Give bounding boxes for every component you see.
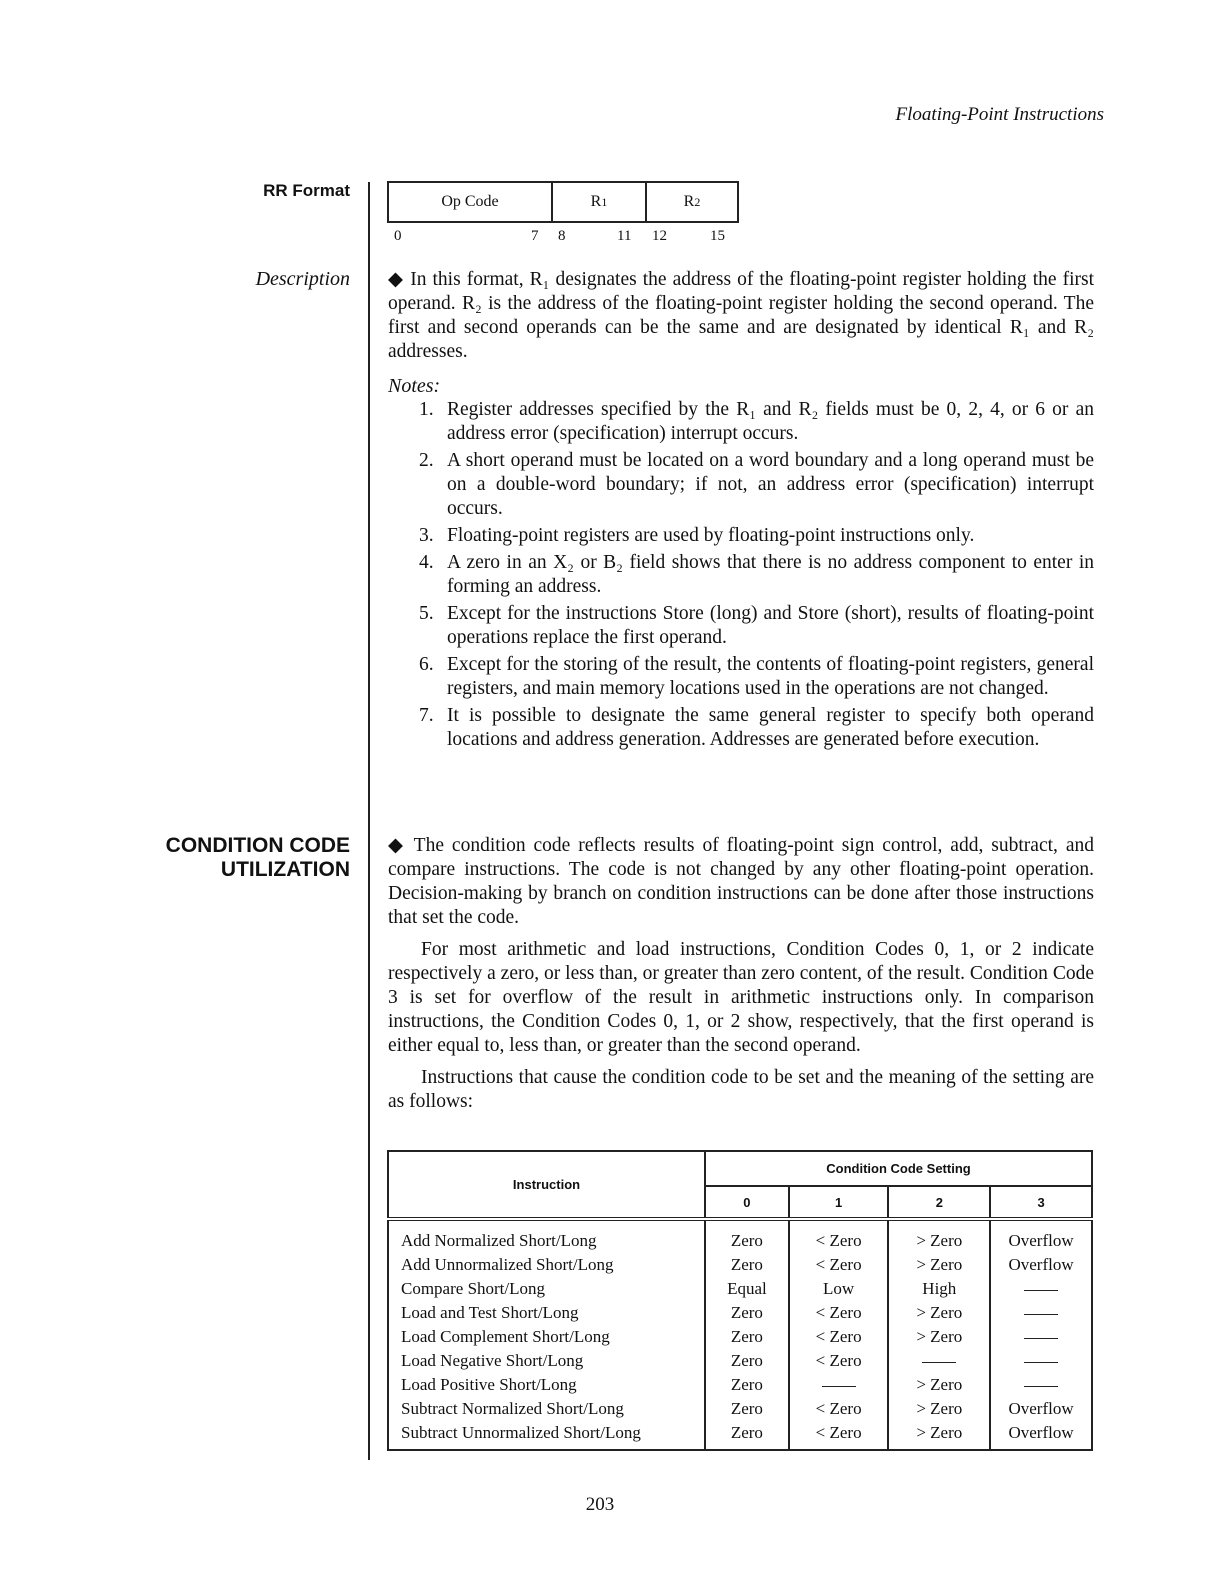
bit-number: 8 bbox=[558, 228, 566, 244]
table-row bbox=[388, 1277, 1092, 1301]
cc-paragraph-1: ◆ The condition code reflects results of floating-point sign control, add, subtract, and compare instructions. The code is not changed by any other floating-point operation. Decision-making by branch on condition instructions can be done after those instructions that set the code. bbox=[388, 835, 1094, 928]
note-item: 3. Floating-point registers are used by floating-point instructions only. bbox=[419, 525, 975, 546]
dash-mark bbox=[1024, 1314, 1058, 1315]
code-0-cell: Zero bbox=[705, 1397, 789, 1421]
condition-code-setting-header: Condition Code Setting bbox=[705, 1151, 1092, 1186]
table-row bbox=[388, 1373, 1092, 1397]
instruction-cell: Load and Test Short/Long bbox=[388, 1301, 705, 1325]
bit-number: 15 bbox=[710, 228, 725, 244]
instruction-cell: Add Normalized Short/Long bbox=[388, 1219, 705, 1253]
code-3-cell: Overflow bbox=[990, 1397, 1092, 1421]
instruction-cell: Subtract Normalized Short/Long bbox=[388, 1397, 705, 1421]
code-3-cell bbox=[990, 1277, 1092, 1301]
table-row bbox=[388, 1219, 1092, 1253]
code-2-cell: > Zero bbox=[888, 1373, 990, 1397]
code-2-cell bbox=[888, 1349, 990, 1373]
table-row bbox=[388, 1397, 1092, 1421]
r1-field: R 1 bbox=[553, 183, 647, 221]
condition-code-label-line2: UTILIZATION bbox=[220, 858, 350, 881]
code-1-cell bbox=[789, 1373, 889, 1397]
dash-mark bbox=[822, 1386, 856, 1387]
code-1-cell: < Zero bbox=[789, 1421, 889, 1450]
code-1-cell: < Zero bbox=[789, 1301, 889, 1325]
code-1-cell: < Zero bbox=[789, 1253, 889, 1277]
table-row bbox=[388, 1253, 1092, 1277]
instruction-cell: Compare Short/Long bbox=[388, 1277, 705, 1301]
description-label: Description bbox=[255, 268, 350, 290]
code-3-cell bbox=[990, 1349, 1092, 1373]
rr-format-diagram bbox=[387, 181, 739, 223]
page-number: 203 bbox=[585, 1494, 615, 1515]
description-section bbox=[388, 268, 1094, 755]
code-3-cell bbox=[990, 1301, 1092, 1325]
code-0-header: 0 bbox=[705, 1186, 789, 1219]
notes-list bbox=[388, 398, 1094, 752]
note-item: 6. Except for the storing of the result, the contents of floating-point registers, general registers, and main memory locations used in the operations are not changed. bbox=[419, 654, 1094, 699]
bit-number: 11 bbox=[617, 228, 632, 244]
code-2-cell: > Zero bbox=[888, 1397, 990, 1421]
margin-rule bbox=[368, 182, 370, 1460]
code-2-cell: > Zero bbox=[888, 1219, 990, 1253]
dash-mark bbox=[1024, 1362, 1058, 1363]
description-paragraph: ◆ In this format, R₁ designates the address of the floating-point register holding the first operand. R₂ is the address of the floating-point register holding the second operand. The first and second operands can be the same and are designated by identical R₁ and R₂ addresses. bbox=[388, 269, 1094, 362]
dash-mark bbox=[922, 1362, 956, 1363]
note-item: 7. It is possible to designate the same general register to specify both operand locations and address generation. Addresses are generated before execution. bbox=[419, 705, 1094, 750]
instruction-cell: Add Unnormalized Short/Long bbox=[388, 1253, 705, 1277]
code-0-cell: Equal bbox=[705, 1277, 789, 1301]
note-item: 2. A short operand must be located on a word boundary and a long operand must be on a double-word boundary; if not, an address error (specification) interrupt occurs. bbox=[419, 450, 1094, 519]
code-3-cell: Overflow bbox=[990, 1421, 1092, 1450]
bit-number: 7 bbox=[531, 228, 539, 244]
code-1-cell: Low bbox=[789, 1277, 889, 1301]
code-1-cell: < Zero bbox=[789, 1349, 889, 1373]
rr-format-label: RR Format bbox=[263, 181, 350, 200]
cc-paragraph-2: For most arithmetic and load instructions, Condition Codes 0, 1, or 2 indicate respectively a zero, or less than, or greater than zero content, of the result. Condition Code 3 is set for overflow of the result in arithmetic instructions only. In comparison instructions, the Condition Codes 0, 1, or 2 show, respectively, that the first operand is either equal to, less than, or greater than the second operand. bbox=[388, 939, 1094, 1056]
dash-mark bbox=[1024, 1338, 1058, 1339]
bit-number: 0 bbox=[394, 228, 402, 244]
code-0-cell: Zero bbox=[705, 1349, 789, 1373]
instruction-column-header: Instruction bbox=[388, 1151, 705, 1219]
code-0-cell: Zero bbox=[705, 1325, 789, 1349]
note-item: 1. Register addresses specified by the R₁ and R₂ fields must be 0, 2, 4, or 6 or an address error (specification) interrupt occurs. bbox=[419, 399, 1094, 444]
code-3-cell: Overflow bbox=[990, 1253, 1092, 1277]
note-item: 5. Except for the instructions Store (long) and Store (short), results of floating-point operations replace the first operand. bbox=[419, 603, 1094, 648]
bit-number: 12 bbox=[652, 228, 667, 244]
code-2-cell: > Zero bbox=[888, 1421, 990, 1450]
instruction-cell: Load Positive Short/Long bbox=[388, 1373, 705, 1397]
instruction-cell: Subtract Unnormalized Short/Long bbox=[388, 1421, 705, 1450]
note-item: 4. A zero in an X₂ or B₂ field shows that there is no address component to enter in forming an address. bbox=[419, 552, 1094, 597]
table-body bbox=[388, 1219, 1092, 1450]
code-1-header: 1 bbox=[789, 1186, 889, 1219]
code-2-cell: > Zero bbox=[888, 1253, 990, 1277]
running-head: Floating-Point Instructions bbox=[895, 104, 1104, 125]
code-2-cell: > Zero bbox=[888, 1325, 990, 1349]
code-1-cell: < Zero bbox=[789, 1219, 889, 1253]
table-row bbox=[388, 1349, 1092, 1373]
notes-title: Notes: bbox=[388, 375, 441, 397]
r2-field: R 2 bbox=[683, 193, 701, 210]
instruction-cell: Load Negative Short/Long bbox=[388, 1349, 705, 1373]
table-row bbox=[388, 1421, 1092, 1450]
instruction-cell: Load Complement Short/Long bbox=[388, 1325, 705, 1349]
code-1-cell: < Zero bbox=[789, 1325, 889, 1349]
code-2-header: 2 bbox=[888, 1186, 990, 1219]
code-2-cell: > Zero bbox=[888, 1301, 990, 1325]
condition-code-table bbox=[387, 1150, 1093, 1451]
code-0-cell: Zero bbox=[705, 1421, 789, 1450]
code-0-cell: Zero bbox=[705, 1373, 789, 1397]
code-1-cell: < Zero bbox=[789, 1397, 889, 1421]
opcode-field: Op Code bbox=[389, 183, 553, 221]
code-3-cell: Overflow bbox=[990, 1219, 1092, 1253]
code-3-cell bbox=[990, 1325, 1092, 1349]
code-2-cell: High bbox=[888, 1277, 990, 1301]
code-0-cell: Zero bbox=[705, 1253, 789, 1277]
table-row bbox=[388, 1301, 1092, 1325]
cc-paragraph-3: Instructions that cause the condition code to be set and the meaning of the setting are as follows: bbox=[388, 1067, 1094, 1112]
condition-code-label bbox=[166, 834, 350, 882]
condition-code-section bbox=[388, 834, 1094, 1114]
code-3-header: 3 bbox=[990, 1186, 1092, 1219]
table-row bbox=[388, 1325, 1092, 1349]
code-0-cell: Zero bbox=[705, 1301, 789, 1325]
code-0-cell: Zero bbox=[705, 1219, 789, 1253]
code-3-cell bbox=[990, 1373, 1092, 1397]
condition-code-label-line1: CONDITION CODE bbox=[165, 834, 350, 857]
dash-mark bbox=[1024, 1386, 1058, 1387]
dash-mark bbox=[1024, 1290, 1058, 1291]
